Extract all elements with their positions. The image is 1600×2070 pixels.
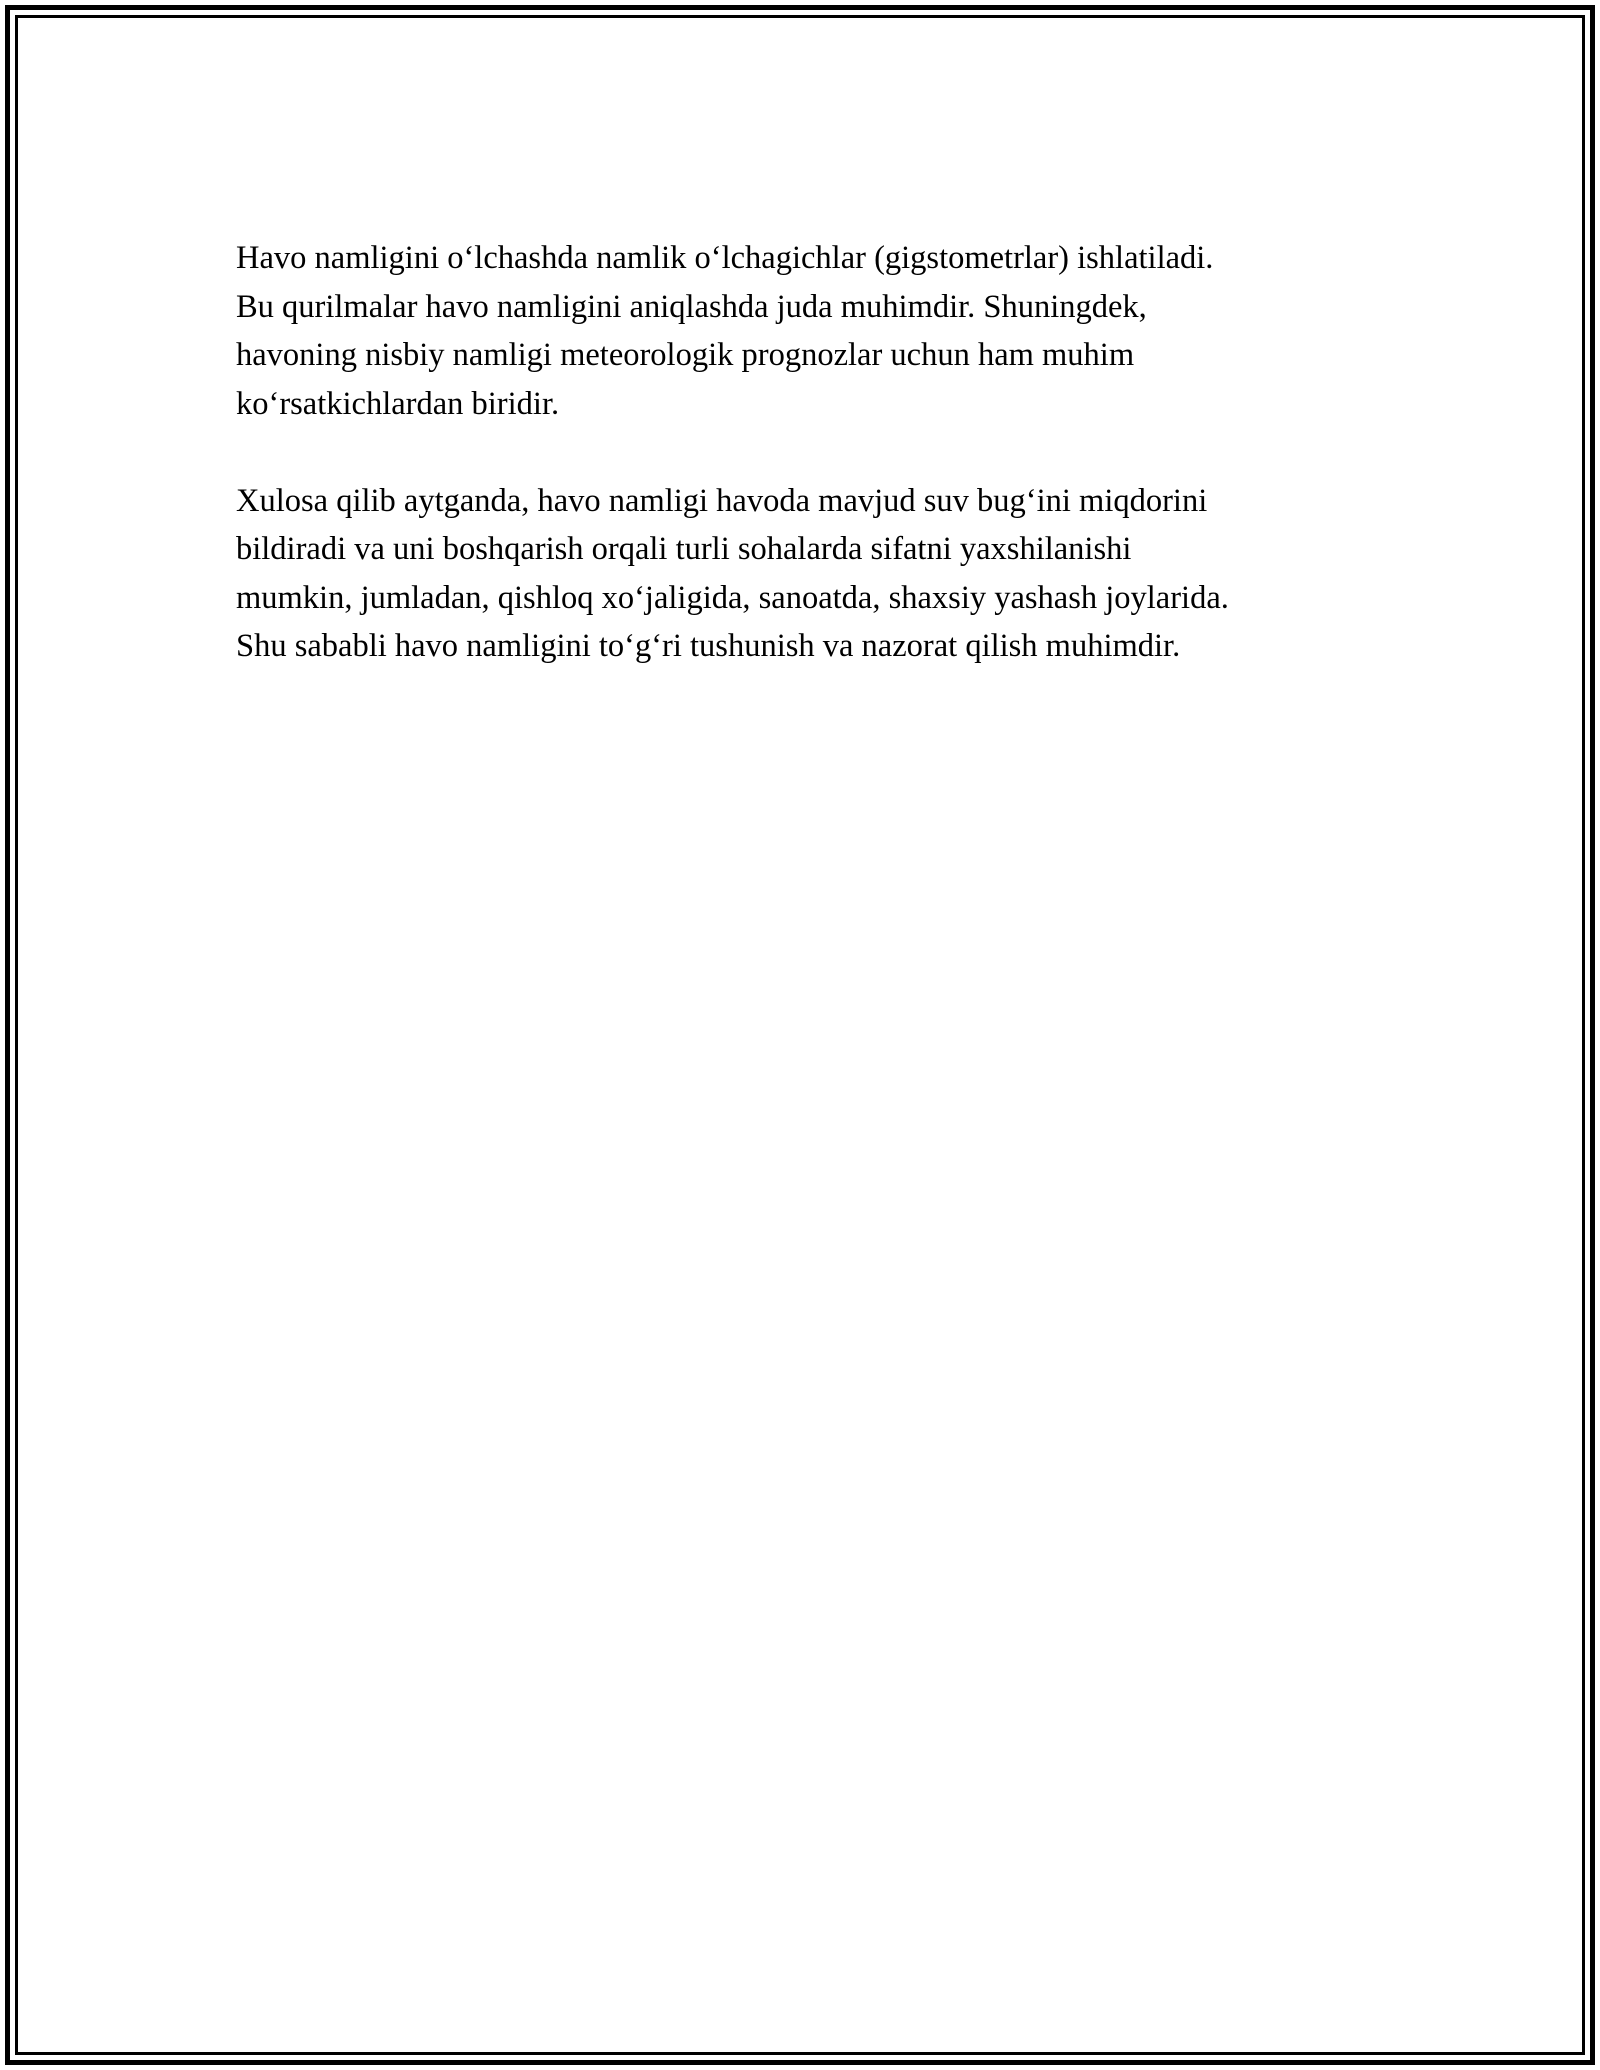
paragraph-conclusion xyxy=(236,477,1416,671)
paragraph-line: ko‘rsatkichlardan biridir. xyxy=(236,385,560,422)
paragraph-line: Havo namligini o‘lchashda namlik o‘lchagichlar (gigstometrlar) ishlatiladi. xyxy=(236,240,1214,276)
paragraph-line: mumkin, jumladan, qishloq xo‘jaligida, sanoatda, shaxsiy yashash joylarida. xyxy=(236,579,1229,616)
paragraph-line: Bu qurilmalar havo namligini aniqlashda juda muhimdir. Shuningdek, xyxy=(236,288,1147,325)
paragraph-humidity-measurement xyxy=(236,234,1416,428)
paragraph-line: Xulosa qilib aytganda, havo namligi havoda mavjud suv bug‘ini miqdorini xyxy=(236,482,1208,519)
paragraph-line: havoning nisbiy namligi meteorologik prognozlar uchun ham muhim xyxy=(236,337,1135,373)
paragraph-line: bildiradi va uni boshqarish orqali turli sohalarda sifatni yaxshilanishi xyxy=(236,531,1132,567)
paragraph-line: Shu sababli havo namligini to‘g‘ri tushunish va nazorat qilish muhimdir. xyxy=(236,628,1181,664)
document-body xyxy=(236,234,1416,719)
